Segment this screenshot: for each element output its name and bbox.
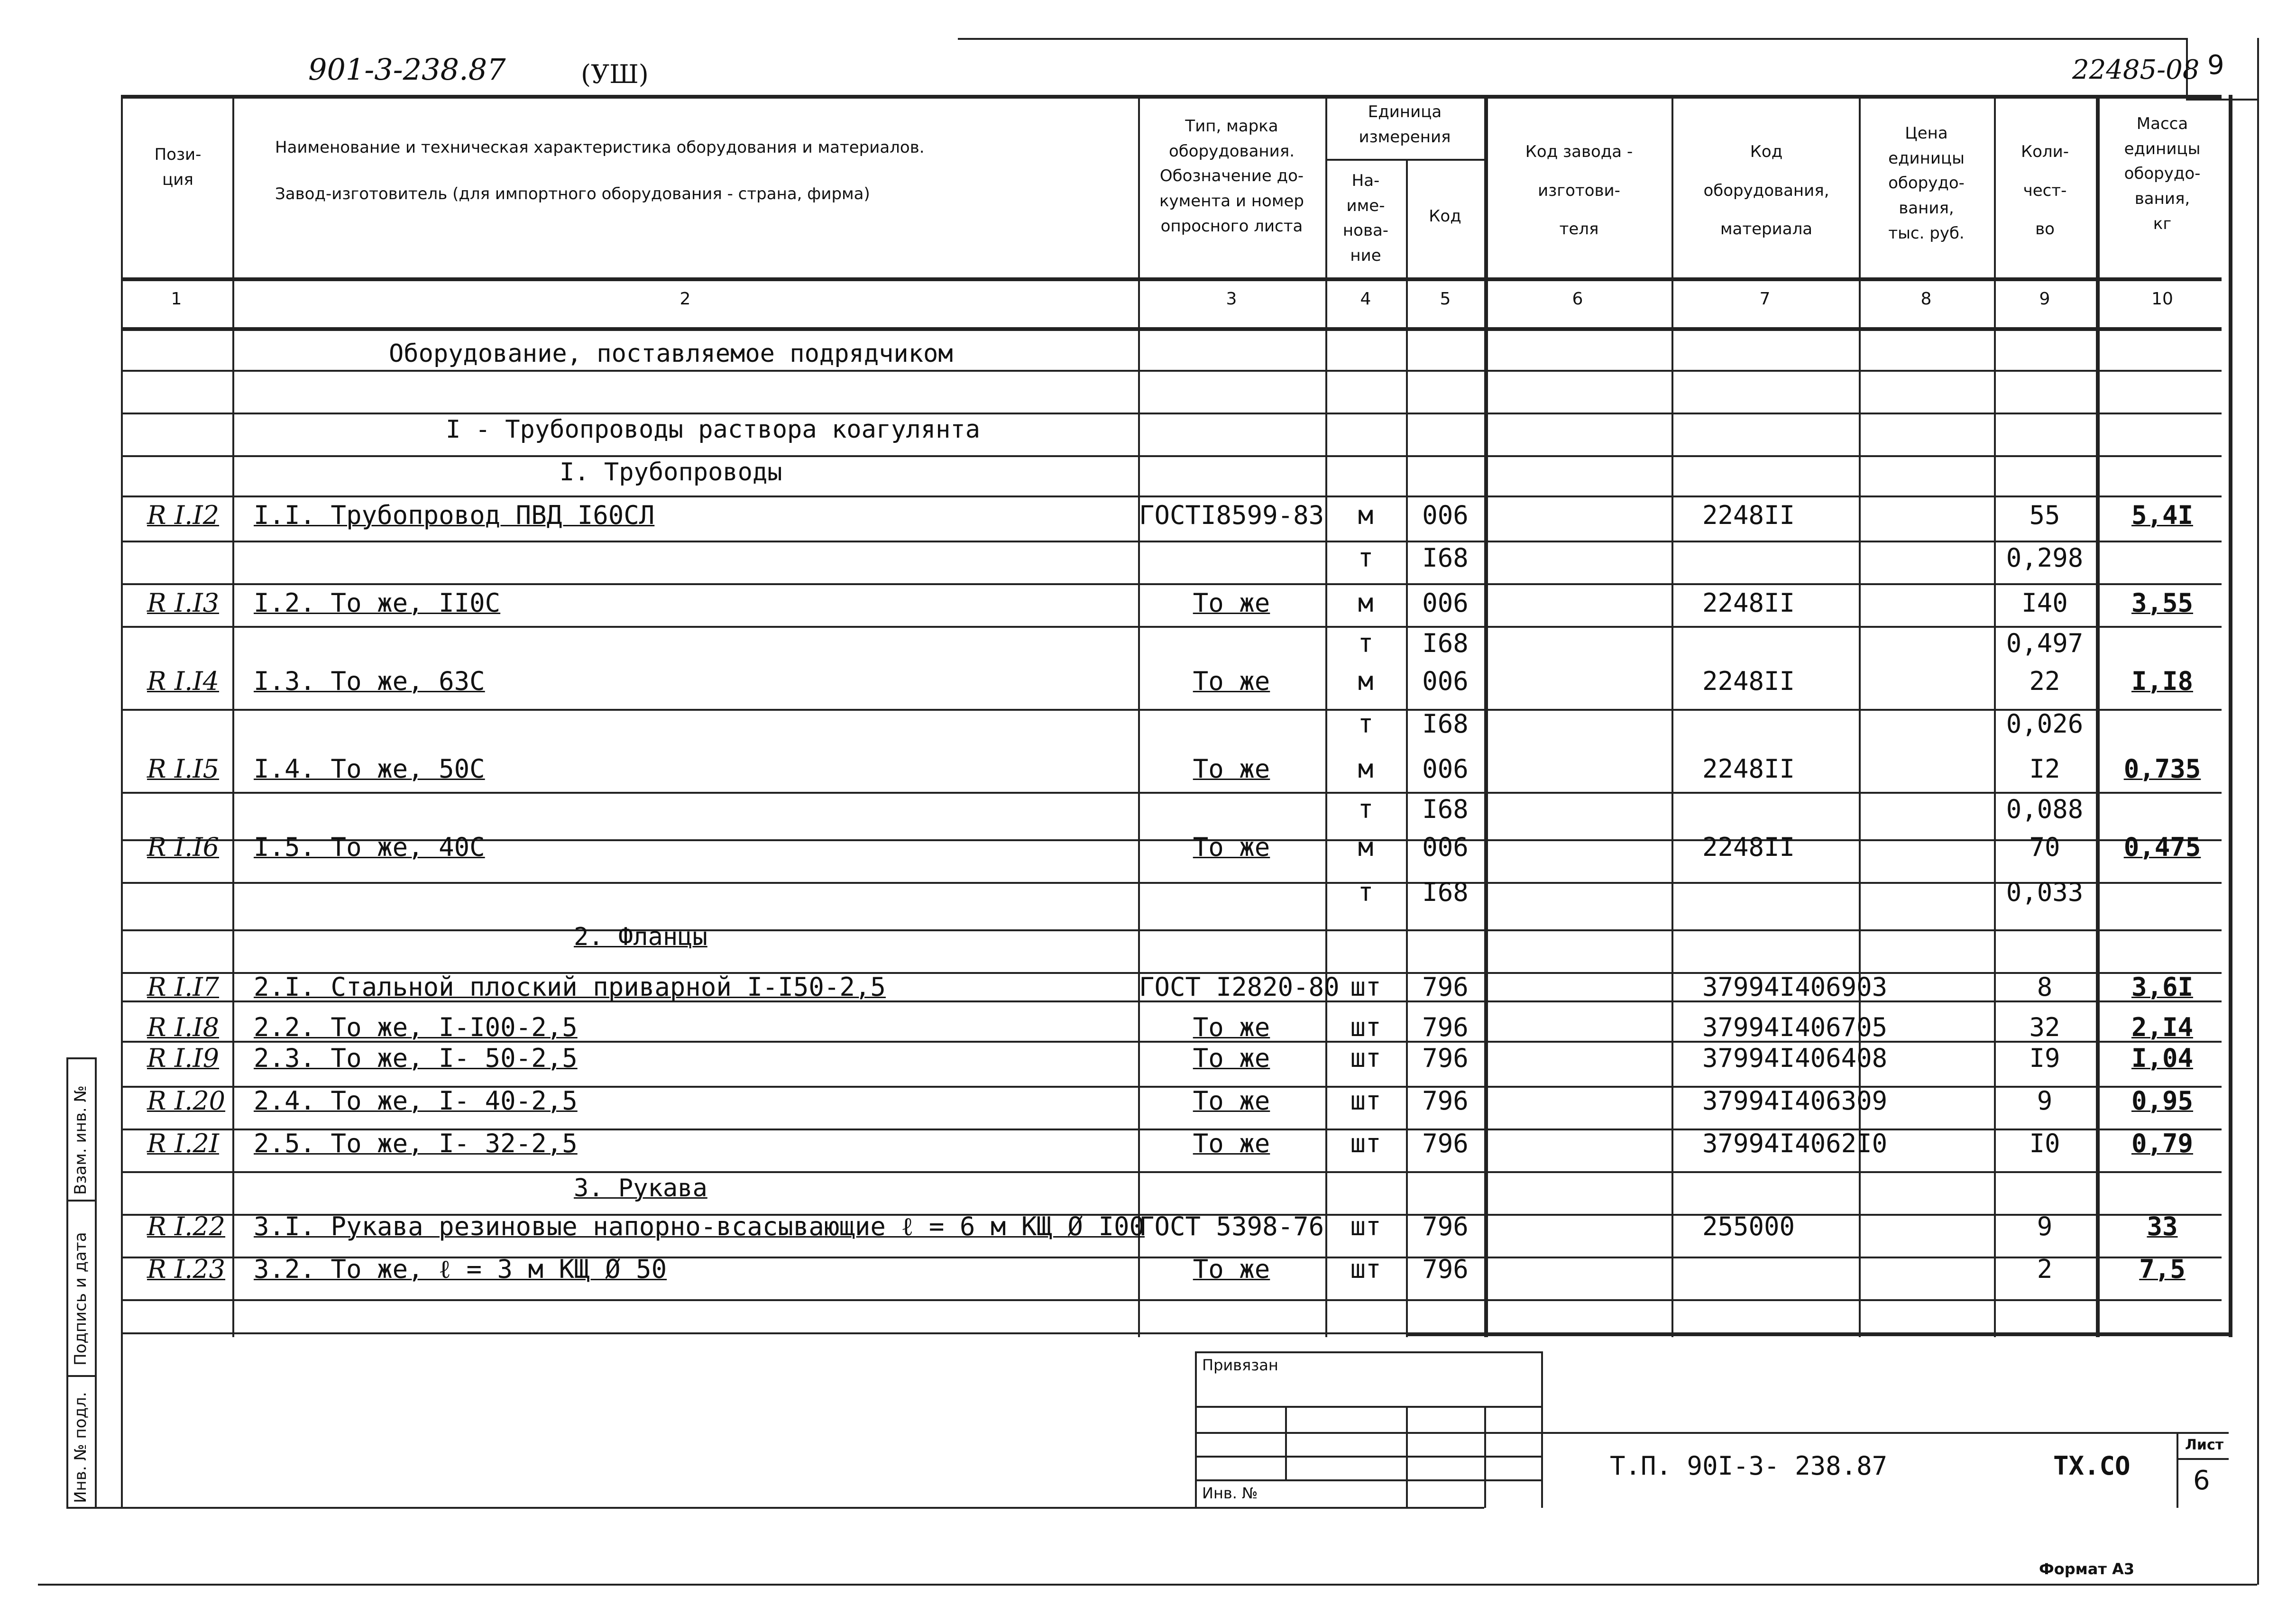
side-strip-right <box>95 1057 97 1508</box>
column-number: 9 <box>2039 289 2050 309</box>
row-quantity: I2 <box>2029 754 2060 784</box>
table-left <box>121 95 123 1508</box>
col-header-factory-code: Код завода - изготови- теля <box>1525 142 1633 239</box>
row-mass: 3,55 <box>2131 588 2194 618</box>
row-unit-code: 796 <box>1422 1043 1469 1073</box>
row-mass: I,04 <box>2131 1043 2194 1073</box>
column-number: 10 <box>2151 289 2173 309</box>
section-roman: (УШ) <box>581 59 649 89</box>
row-unit-name: т <box>1358 794 1374 824</box>
row-unit-code: 006 <box>1422 832 1469 862</box>
row-document: То же <box>1193 754 1270 784</box>
col-sep-4 <box>1406 159 1408 1337</box>
row-unit-code: 796 <box>1422 1129 1469 1158</box>
col-header-equipment-code: Код оборудования, материала <box>1703 142 1829 239</box>
column-number: 1 <box>171 289 182 309</box>
row-quantity: 0,497 <box>2006 628 2084 658</box>
page-number: 9 <box>2207 50 2224 81</box>
stamp-row-2 <box>1195 1432 1541 1434</box>
row-quantity: 0,026 <box>2006 709 2084 739</box>
row-name: 3.2. То же, ℓ = 3 м КЩ Ø 50 <box>254 1254 667 1284</box>
table-row-line <box>121 541 2222 542</box>
table-row-line <box>121 583 2222 585</box>
page-box-bottom <box>2186 99 2257 101</box>
titleblock-doc-code: Т.П. 90I-3- 238.87 <box>1610 1451 1888 1481</box>
row-unit-code: I68 <box>1422 628 1469 658</box>
table-top <box>121 95 2222 99</box>
row-name: I.2. То же, II0С <box>254 588 501 618</box>
row-document: То же <box>1193 1012 1270 1042</box>
row-equipment-code: 37994I406309 <box>1702 1086 1888 1116</box>
row-name: 2.5. То же, I- 32-2,5 <box>254 1129 578 1158</box>
top-rule <box>958 38 2186 40</box>
stamp-col-2 <box>1406 1406 1408 1508</box>
row-name: 2.2. То же, I-I00-2,5 <box>254 1012 578 1042</box>
sheet-label: Лист <box>2185 1437 2224 1453</box>
section-sub-title: I - Трубопроводы раствора коагулянта <box>446 415 981 444</box>
side-label-podpis: Подпись и дата <box>71 1232 90 1366</box>
table-row-line <box>121 929 2222 931</box>
row-document: То же <box>1193 1043 1270 1073</box>
col-header-unit: Единица измерения <box>1359 102 1451 147</box>
column-number: 3 <box>1226 289 1237 309</box>
side-label-vzam: Взам. инв. № <box>71 1085 90 1195</box>
col-header-type: Тип, марка оборудования. Обозначение до- кумента и номер опросного листа <box>1159 117 1304 236</box>
row-unit-code: I68 <box>1422 543 1469 573</box>
row-mass: 2,I4 <box>2131 1012 2194 1042</box>
row-unit-name: т <box>1358 628 1374 658</box>
row-quantity: I40 <box>2021 588 2068 618</box>
col-sep-6 <box>1671 95 1673 1337</box>
row-unit-name: т <box>1358 709 1374 739</box>
col-header-mass: Масса единицы оборудо- вания, кг <box>2124 114 2201 233</box>
row-position: R I.2I <box>147 1129 220 1158</box>
sheet-number: 6 <box>2193 1465 2210 1496</box>
section-main-title: Оборудование, поставляемое подрядчиком <box>389 339 953 368</box>
table-row-line <box>121 1299 2222 1301</box>
row-mass: I,I8 <box>2131 666 2194 696</box>
stamp-left <box>1195 1351 1197 1508</box>
row-unit-code: 796 <box>1422 1211 1469 1241</box>
row-position: R I.22 <box>147 1211 226 1241</box>
row-equipment-code: 2248II <box>1702 754 1795 784</box>
row-unit-code: I68 <box>1422 877 1469 907</box>
row-position: R I.I3 <box>147 588 220 618</box>
row-quantity: 0,088 <box>2006 794 2084 824</box>
colnum-bottom <box>121 327 2222 331</box>
column-number: 7 <box>1759 289 1771 309</box>
side-label-inv-podl: Инв. № подл. <box>71 1392 90 1503</box>
row-position: R I.23 <box>147 1254 226 1284</box>
row-position: R I.I2 <box>147 500 220 530</box>
group-title-flanges: 2. Фланцы <box>574 923 707 951</box>
row-unit-name: м <box>1358 500 1374 530</box>
row-position: R I.I9 <box>147 1043 220 1073</box>
doc-number-handwritten: 901-3-238.87 <box>308 52 506 87</box>
column-number: 2 <box>680 289 691 309</box>
stamp-row-4 <box>1195 1479 1541 1481</box>
row-unit-name: т <box>1358 543 1374 573</box>
row-equipment-code: 2248II <box>1702 666 1795 696</box>
row-document: То же <box>1193 1086 1270 1116</box>
row-position: R I.I4 <box>147 666 220 696</box>
row-name: I.4. То же, 50С <box>254 754 485 784</box>
bottom-rule <box>38 1584 2257 1586</box>
row-mass: 0,79 <box>2131 1129 2194 1158</box>
row-name: I.5. То же, 40С <box>254 832 485 862</box>
row-document: ГОСТI8599-83 <box>1139 500 1324 530</box>
table-row-line <box>121 1171 2222 1173</box>
group-title-pipes: I. Трубопроводы <box>560 458 782 486</box>
col-sep-5 <box>1484 95 1488 1337</box>
table-row-line <box>121 709 2222 711</box>
row-unit-name: шт <box>1350 1086 1381 1116</box>
row-unit-name: м <box>1358 666 1374 696</box>
row-document: То же <box>1193 1254 1270 1284</box>
row-position: R I.I5 <box>147 754 220 784</box>
row-mass: 3,6I <box>2131 972 2194 1002</box>
header-bottom <box>121 277 2222 281</box>
row-quantity: 2 <box>2037 1254 2053 1284</box>
row-document: То же <box>1193 666 1270 696</box>
row-quantity: 9 <box>2037 1086 2053 1116</box>
row-mass: 0,95 <box>2131 1086 2194 1116</box>
col-header-unit-name: На- име- нова- ние <box>1342 171 1389 266</box>
right-frame <box>2257 38 2259 1585</box>
titleblock-mark: ТХ.СО <box>2053 1451 2131 1481</box>
row-quantity: 22 <box>2029 666 2060 696</box>
col-header-price: Цена единицы оборудо- вания, тыс. руб. <box>1888 124 1965 243</box>
stamp-col-3 <box>1484 1406 1486 1508</box>
row-equipment-code: 2248II <box>1702 500 1795 530</box>
group-title-hoses: 3. Рукава <box>574 1174 707 1202</box>
unit-subdivider <box>1325 159 1484 161</box>
col-sep-1 <box>232 95 234 1337</box>
row-mass: 0,475 <box>2123 832 2201 862</box>
row-document: ГОСТ 5398-76 <box>1139 1211 1324 1241</box>
row-unit-name: м <box>1358 832 1374 862</box>
row-document: То же <box>1193 832 1270 862</box>
table-row-line <box>121 495 2222 497</box>
row-quantity: I0 <box>2029 1129 2060 1158</box>
stamp-top <box>1195 1351 1541 1353</box>
table-row-line <box>121 792 2222 794</box>
row-unit-code: 796 <box>1422 1254 1469 1284</box>
column-number: 6 <box>1572 289 1583 309</box>
row-unit-code: 006 <box>1422 754 1469 784</box>
row-name: 2.3. То же, I- 50-2,5 <box>254 1043 578 1073</box>
row-name: 3.I. Рукава резиновые напорно-всасывающие ℓ = 6 м КЩ Ø I00 <box>254 1211 1145 1241</box>
side-strip-div1 <box>66 1200 95 1202</box>
row-quantity: 9 <box>2037 1211 2053 1241</box>
stamp-right <box>1541 1351 1543 1508</box>
row-quantity: 70 <box>2029 832 2060 862</box>
row-unit-code: I68 <box>1422 709 1469 739</box>
col-sep-10 <box>2229 95 2232 1337</box>
table-row-line <box>121 626 2222 628</box>
row-quantity: 8 <box>2037 972 2053 1002</box>
column-number: 8 <box>1920 289 1932 309</box>
side-strip-left <box>66 1057 68 1508</box>
table-end-line <box>121 1332 2222 1334</box>
row-unit-name: шт <box>1350 1043 1381 1073</box>
row-name: 2.I. Стальной плоский приварной I-I50-2,5 <box>254 972 886 1002</box>
row-unit-code: 006 <box>1422 666 1469 696</box>
row-document: То же <box>1193 588 1270 618</box>
col-header-name: Наименование и техническая характеристика оборудования и материалов. Завод-изготовитель (для импортного оборудования - страна, фирма) <box>275 138 925 203</box>
row-quantity: 32 <box>2029 1012 2060 1042</box>
row-mass: 33 <box>2147 1211 2178 1241</box>
stamp-row-1 <box>1195 1406 1541 1408</box>
side-strip-top <box>66 1057 95 1059</box>
row-quantity: 0,033 <box>2006 877 2084 907</box>
row-document: ГОСТ I2820-80 <box>1139 972 1340 1002</box>
row-unit-code: 006 <box>1422 500 1469 530</box>
row-mass: 7,5 <box>2139 1254 2186 1284</box>
table-row-line <box>121 882 2222 884</box>
row-unit-name: шт <box>1350 1211 1381 1241</box>
row-equipment-code: 37994I406408 <box>1702 1043 1888 1073</box>
row-position: R I.I7 <box>147 972 220 1002</box>
row-quantity: 55 <box>2029 500 2060 530</box>
row-equipment-code: 2248II <box>1702 832 1795 862</box>
top-right-code: 22485-08 <box>2072 55 2200 85</box>
table-row-line <box>121 413 2222 414</box>
row-equipment-code: 2248II <box>1702 588 1795 618</box>
row-position: R I.I8 <box>147 1012 220 1042</box>
col-sep-3 <box>1325 95 1327 1337</box>
row-name: 2.4. То же, I- 40-2,5 <box>254 1086 578 1116</box>
row-unit-code: 796 <box>1422 1086 1469 1116</box>
row-quantity: I9 <box>2029 1043 2060 1073</box>
sheet-box-div <box>2177 1458 2229 1460</box>
row-document: То же <box>1193 1129 1270 1158</box>
table-row-line <box>121 370 2222 372</box>
table-row-line <box>121 455 2222 457</box>
stamp-privyazan: Привязан <box>1202 1356 1278 1374</box>
row-unit-name: шт <box>1350 1254 1381 1284</box>
row-unit-name: шт <box>1350 972 1381 1002</box>
row-equipment-code: 37994I406903 <box>1702 972 1888 1002</box>
column-number: 5 <box>1440 289 1451 309</box>
col-header-position: Пози- ция <box>154 145 202 189</box>
titleblock-top <box>1541 1432 2229 1434</box>
row-unit-code: 006 <box>1422 588 1469 618</box>
column-number: 4 <box>1360 289 1371 309</box>
stamp-row-3 <box>1195 1456 1541 1458</box>
row-mass: 0,735 <box>2123 754 2201 784</box>
stamp-col-1 <box>1285 1406 1287 1479</box>
row-unit-code: I68 <box>1422 794 1469 824</box>
col-header-unit-code: Код <box>1429 207 1461 226</box>
row-quantity: 0,298 <box>2006 543 2084 573</box>
row-unit-name: м <box>1358 588 1374 618</box>
side-strip-bottom <box>66 1507 1484 1509</box>
row-mass: 5,4I <box>2131 500 2194 530</box>
row-position: R I.I6 <box>147 832 220 862</box>
row-unit-name: т <box>1358 877 1374 907</box>
sheet-box-left <box>2177 1432 2178 1508</box>
row-equipment-code: 37994I4062I0 <box>1702 1129 1888 1158</box>
row-name: I.I. Трубопровод ПВД I60СЛ <box>254 500 655 530</box>
row-equipment-code: 255000 <box>1702 1211 1795 1241</box>
row-equipment-code: 37994I406705 <box>1702 1012 1888 1042</box>
row-unit-code: 796 <box>1422 972 1469 1002</box>
stamp-inv-no: Инв. № <box>1202 1484 1258 1502</box>
row-unit-name: м <box>1358 754 1374 784</box>
row-unit-code: 796 <box>1422 1012 1469 1042</box>
col-header-quantity: Коли- чест- во <box>2020 142 2069 239</box>
row-unit-name: шт <box>1350 1129 1381 1158</box>
format-label: Формат А3 <box>2039 1560 2135 1578</box>
row-name: I.3. То же, 63С <box>254 666 485 696</box>
side-strip-div2 <box>66 1375 95 1377</box>
row-position: R I.20 <box>147 1086 226 1116</box>
row-unit-name: шт <box>1350 1012 1381 1042</box>
